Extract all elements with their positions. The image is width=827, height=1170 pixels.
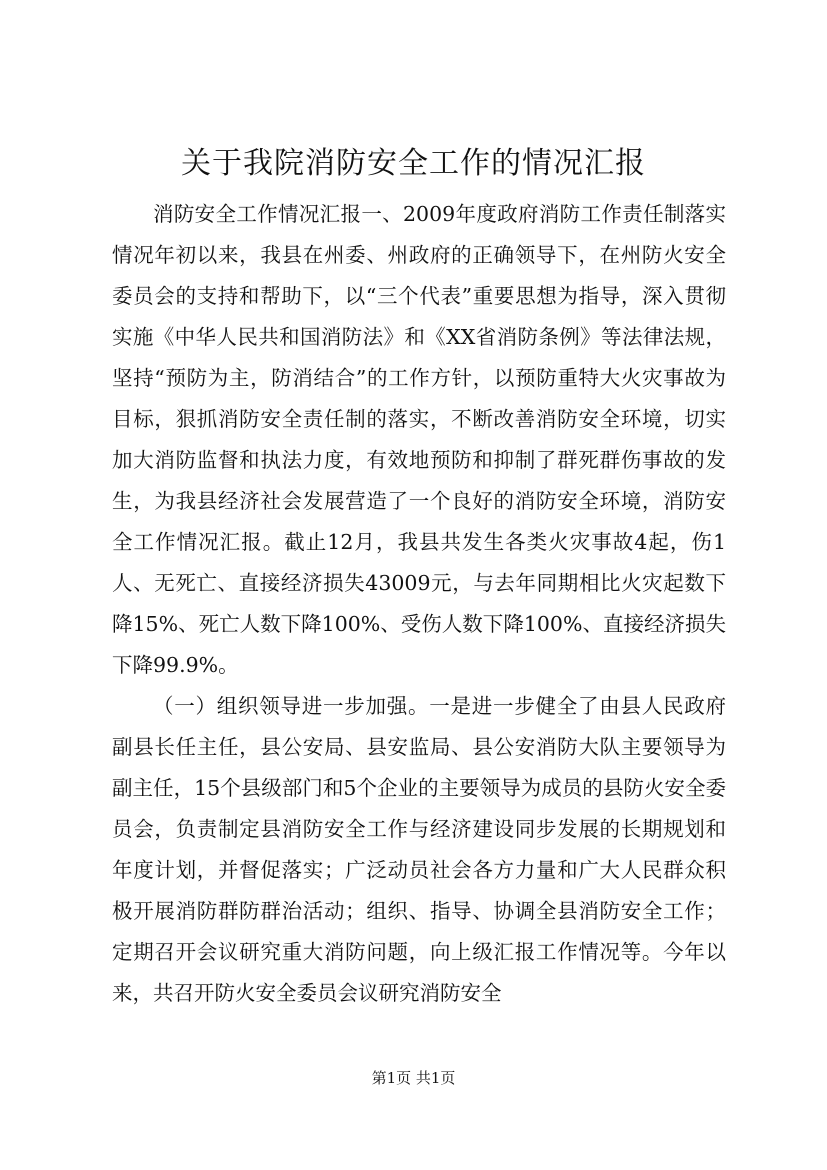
paragraph-1: 消防安全工作情况汇报一、2009年度政府消防工作责任制落实情况年初以来，我县在州委、州政府的正确领导下，在州防火安全委员会的支持和帮助下，以“三个代表”重要思想为指导，深入贯彻实施《中华人民共和国消防法》和《XX省消防条例》等法律法规，坚持“预防为主，防消结合”的工作方针，以预防重特大火灾事故为目标，狠抓消防安全责任制的落实，不断改善消防安全环境，切实加大消防监督和执法力度，有效地预防和抑制了群死群伤事故的发生，为我县经济社会发展营造了一个良好的消防安全环境，消防安全工作情况汇报。截止12月，我县共发生各类火灾事故4起，伤1人、无死亡、直接经济损失43009元，与去年同期相比火灾起数下降15%、死亡人数下降100%、受伤人数下降100%、直接经济损失下降99.9%。 bbox=[112, 202, 726, 677]
document-body bbox=[112, 194, 726, 1014]
paragraph-2: （一）组织领导进一步加强。一是进一步健全了由县人民政府副县长任主任，县公安局、县安监局、县公安消防大队主要领导为副主任，15个县级部门和5个企业的主要领导为成员的县防火安全委员会，负责制定县消防安全工作与经济建设同步发展的长期规划和年度计划，并督促落实；广泛动员社会各方力量和广大人民群众积极开展消防群防群治活动；组织、指导、协调全县消防安全工作；定期召开会议研究重大消防问题，向上级汇报工作情况等。今年以来，共召开防火安全委员会议研究消防安全 bbox=[112, 694, 726, 1005]
document-title: 关于我院消防安全工作的情况汇报 bbox=[181, 146, 646, 181]
page-footer: 第1页 共1页 bbox=[371, 1069, 456, 1087]
